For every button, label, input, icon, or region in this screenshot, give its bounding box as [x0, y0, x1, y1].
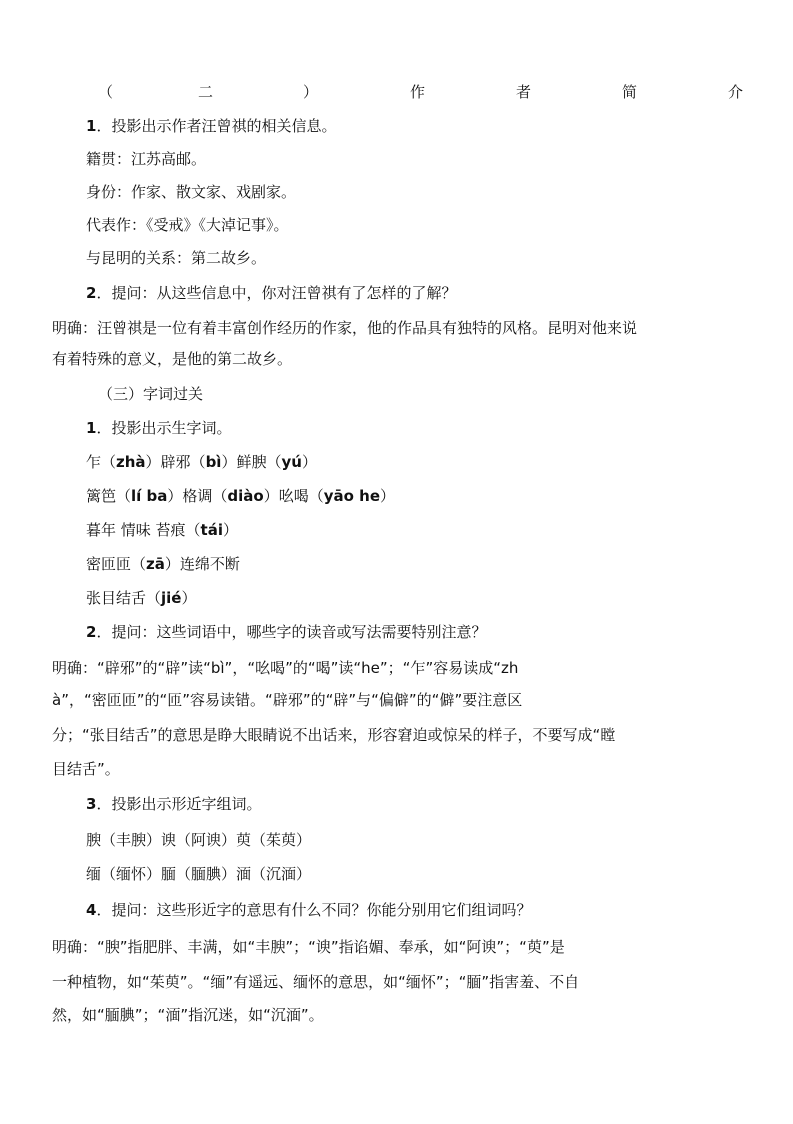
heading-char: 作 — [410, 83, 426, 101]
answer-line: 明确：汪曾祺是一位有着丰富创作经历的作家，他的作品具有独特的风格。昆明对他来说 — [52, 319, 638, 337]
question-1: 1．投影出示作者汪曾祺的相关信息。 — [86, 117, 337, 135]
info-line: 身份：作家、散文家、戏剧家。 — [86, 183, 297, 201]
answer-line: 明确：“腴”指肥胖、丰满，如“丰腴”；“谀”指谄媚、奉承，如“阿谀”；“萸”是 — [52, 938, 565, 956]
answer-line: 一种植物，如“茱萸”。“缅”有遥远、缅怀的意思，如“缅怀”；“腼”指害羞、不自 — [52, 973, 580, 991]
answer-line: 分；“张目结舌”的意思是睁大眼睛说不出话来，形容窘迫或惊呆的样子，不要写成“瞠 — [52, 726, 616, 744]
answer-line: 然，如“腼腆”；“湎”指沉迷，如“沉湎”。 — [52, 1006, 324, 1024]
answer-line: à”，“密匝匝”的“匝”容易读错。“辟邪”的“辟”与“偏僻”的“僻”要注意区 — [52, 691, 523, 709]
vocab-line: 张目结舌（jié） — [86, 589, 197, 607]
heading-char: 二 — [198, 83, 214, 101]
info-line: 籍贯：江苏高邮。 — [86, 150, 207, 168]
info-line: 代表作：《受戒》《大淖记事》。 — [86, 216, 289, 234]
question-3: 3．投影出示形近字组词。 — [86, 795, 262, 813]
answer-line: 明确：“辟邪”的“辟”读“bì”，“吆喝”的“喝”读“he”；“乍”容易读成“zh — [52, 659, 519, 677]
heading-char: ） — [303, 83, 319, 101]
question-1: 1．投影出示生字词。 — [86, 419, 232, 437]
info-line: 与昆明的关系：第二故乡。 — [86, 249, 267, 267]
word-group-line: 缅（缅怀）腼（腼腆）湎（沉湎） — [86, 865, 312, 883]
question-4: 4．提问：这些形近字的意思有什么不同？你能分别用它们组词吗？ — [86, 901, 532, 919]
word-group-line: 腴（丰腴）谀（阿谀）萸（茱萸） — [86, 831, 312, 849]
heading-char: （ — [98, 83, 114, 101]
heading-char: 者 — [516, 83, 532, 101]
vocab-line: 篱笆（lí ba）格调（diào）吆喝（yāo he） — [86, 487, 396, 505]
heading-char: 简 — [622, 83, 638, 101]
answer-line: 有着特殊的意义，是他的第二故乡。 — [52, 350, 293, 368]
vocab-line: 密匝匝（zā）连绵不断 — [86, 555, 240, 573]
vocab-line: 暮年 情味 苔痕（tái） — [86, 521, 238, 539]
vocab-line: 乍（zhà）辟邪（bì）鲜腴（yú） — [86, 453, 317, 471]
heading-char: 介 — [728, 83, 744, 101]
section-heading-vocab: （三）字词过关 — [98, 385, 204, 403]
question-2: 2．提问：从这些信息中，你对汪曾祺有了怎样的了解？ — [86, 284, 457, 302]
question-2: 2．提问：这些词语中，哪些字的读音或写法需要特别注意？ — [86, 623, 487, 641]
answer-line: 目结舌”。 — [52, 760, 120, 778]
